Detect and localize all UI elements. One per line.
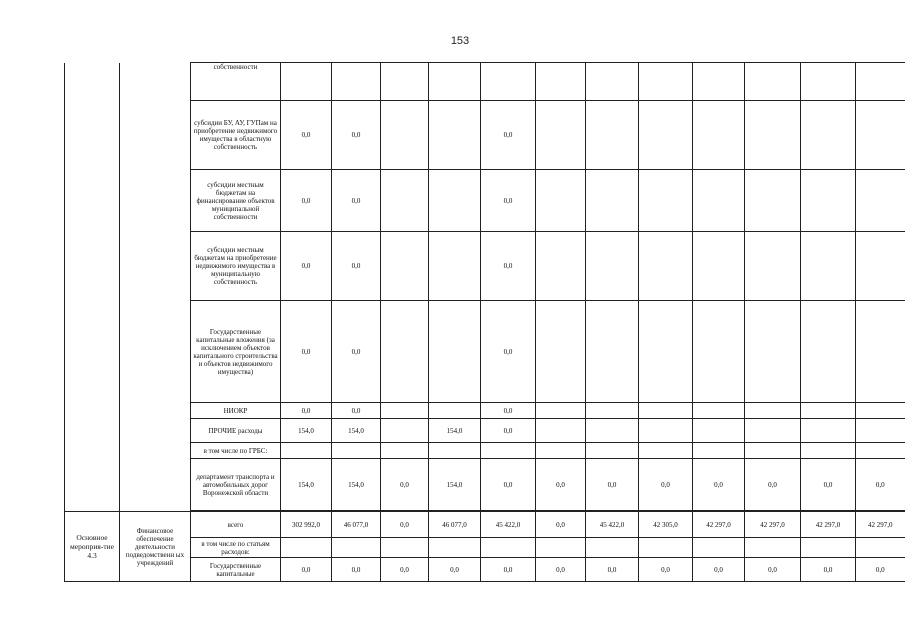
value-cell: 0,0 [281, 101, 332, 170]
row-sobstvennosti [65, 63, 905, 101]
value-cell: 0,0 [381, 558, 429, 582]
value-cell: 0,0 [639, 558, 693, 582]
value-cell: 0,0 [481, 419, 536, 443]
row-subsidii-mb-priob [65, 232, 905, 301]
row-subsidii-mb-fin [65, 170, 905, 232]
row-niokr [65, 403, 905, 419]
name-cell-upper [120, 63, 191, 512]
value-cell: 0,0 [586, 459, 639, 511]
row-label: субсидии местным бюджетам на приобретение недвижимого имущества в муниципальную собственность [191, 232, 281, 301]
value-cell: 154,0 [281, 459, 332, 511]
value-cell: 0,0 [381, 512, 429, 538]
value-cell: 0,0 [481, 232, 536, 301]
value-cell: 0,0 [481, 301, 536, 403]
value-cell: 42 297,0 [693, 512, 745, 538]
row-label: Государственные капитальные [191, 558, 281, 582]
value-cell: 154,0 [429, 419, 481, 443]
row-label: субсидии местным бюджетам на финансирование объектов муниципальной собственности [191, 170, 281, 232]
value-cell: 0,0 [281, 170, 332, 232]
value-cell: 154,0 [332, 459, 381, 511]
value-cell: 0,0 [332, 101, 381, 170]
value-cell: 42 297,0 [801, 512, 856, 538]
value-cell: 46 077,0 [429, 512, 481, 538]
value-cell: 0,0 [639, 459, 693, 511]
value-cell: 0,0 [281, 301, 332, 403]
value-cell: 0,0 [332, 403, 381, 419]
page-number: 153 [450, 35, 470, 47]
row-label: НИОКР [191, 403, 281, 419]
row-prochie [65, 419, 905, 443]
value-cell: 0,0 [745, 459, 801, 511]
value-cell: 0,0 [481, 101, 536, 170]
value-cell: 0,0 [801, 459, 856, 511]
value-cell: 0,0 [536, 512, 586, 538]
row-label: всего [191, 512, 281, 538]
value-cell: 45 422,0 [481, 512, 536, 538]
value-cell: 0,0 [481, 170, 536, 232]
entity-cell-upper [65, 63, 120, 512]
row-label: в том числе по статьям расходов: [191, 538, 281, 558]
row-label: Государственные капитальные вложения (за исключением объектов капитального строительства и объектов недвижимого имущества) [191, 301, 281, 403]
value-cell: 0,0 [281, 403, 332, 419]
row-label: ПРОЧИЕ расходы [191, 419, 281, 443]
value-cell: 45 422,0 [586, 512, 639, 538]
value-cell: 0,0 [381, 459, 429, 511]
row-gos-kap-2 [65, 558, 905, 582]
value-cell: 0,0 [332, 170, 381, 232]
value-cell: 42 305,0 [639, 512, 693, 538]
row-label: департамент транспорта и автомобильных дорог Воронежской области [191, 459, 281, 511]
row-label: в том числе по ГРБС: [191, 443, 281, 459]
value-cell: 154,0 [281, 419, 332, 443]
row-label: собственности [191, 63, 281, 101]
value-cell: 0,0 [332, 301, 381, 403]
measure-name: Финансовое обеспечение деятельности подведомственн ых учреждений [120, 512, 191, 582]
value-cell: 0,0 [693, 558, 745, 582]
value-cell: 0,0 [856, 558, 905, 582]
row-grbs [65, 443, 905, 459]
budget-table [64, 62, 905, 582]
value-cell: 154,0 [429, 459, 481, 511]
row-departament [65, 459, 905, 511]
value-cell: 46 077,0 [332, 512, 381, 538]
value-cell: 154,0 [332, 419, 381, 443]
value-cell: 0,0 [481, 403, 536, 419]
row-subsidii-bu [65, 101, 905, 170]
row-po-statyam [65, 538, 905, 558]
value-cell: 302 992,0 [281, 512, 332, 538]
row-gos-kap-vlozheniya [65, 301, 905, 403]
value-cell: 0,0 [332, 232, 381, 301]
value-cell: 0,0 [586, 558, 639, 582]
value-cell: 0,0 [801, 558, 856, 582]
value-cell: 0,0 [281, 232, 332, 301]
value-cell: 0,0 [481, 459, 536, 511]
value-cell: 42 297,0 [745, 512, 801, 538]
value-cell: 0,0 [536, 459, 586, 511]
value-cell: 0,0 [281, 558, 332, 582]
row-vsego [65, 512, 905, 538]
value-cell: 0,0 [856, 459, 905, 511]
value-cell: 0,0 [536, 558, 586, 582]
value-cell: 0,0 [429, 558, 481, 582]
row-label: субсидии БУ, АУ, ГУПам на приобретение недвижимого имущества в областную собственность [191, 101, 281, 170]
value-cell: 0,0 [693, 459, 745, 511]
value-cell: 0,0 [745, 558, 801, 582]
value-cell: 0,0 [481, 558, 536, 582]
value-cell: 42 297,0 [856, 512, 905, 538]
value-cell: 0,0 [332, 558, 381, 582]
entity-label: Основное мероприя-тие 4.3 [65, 512, 120, 582]
